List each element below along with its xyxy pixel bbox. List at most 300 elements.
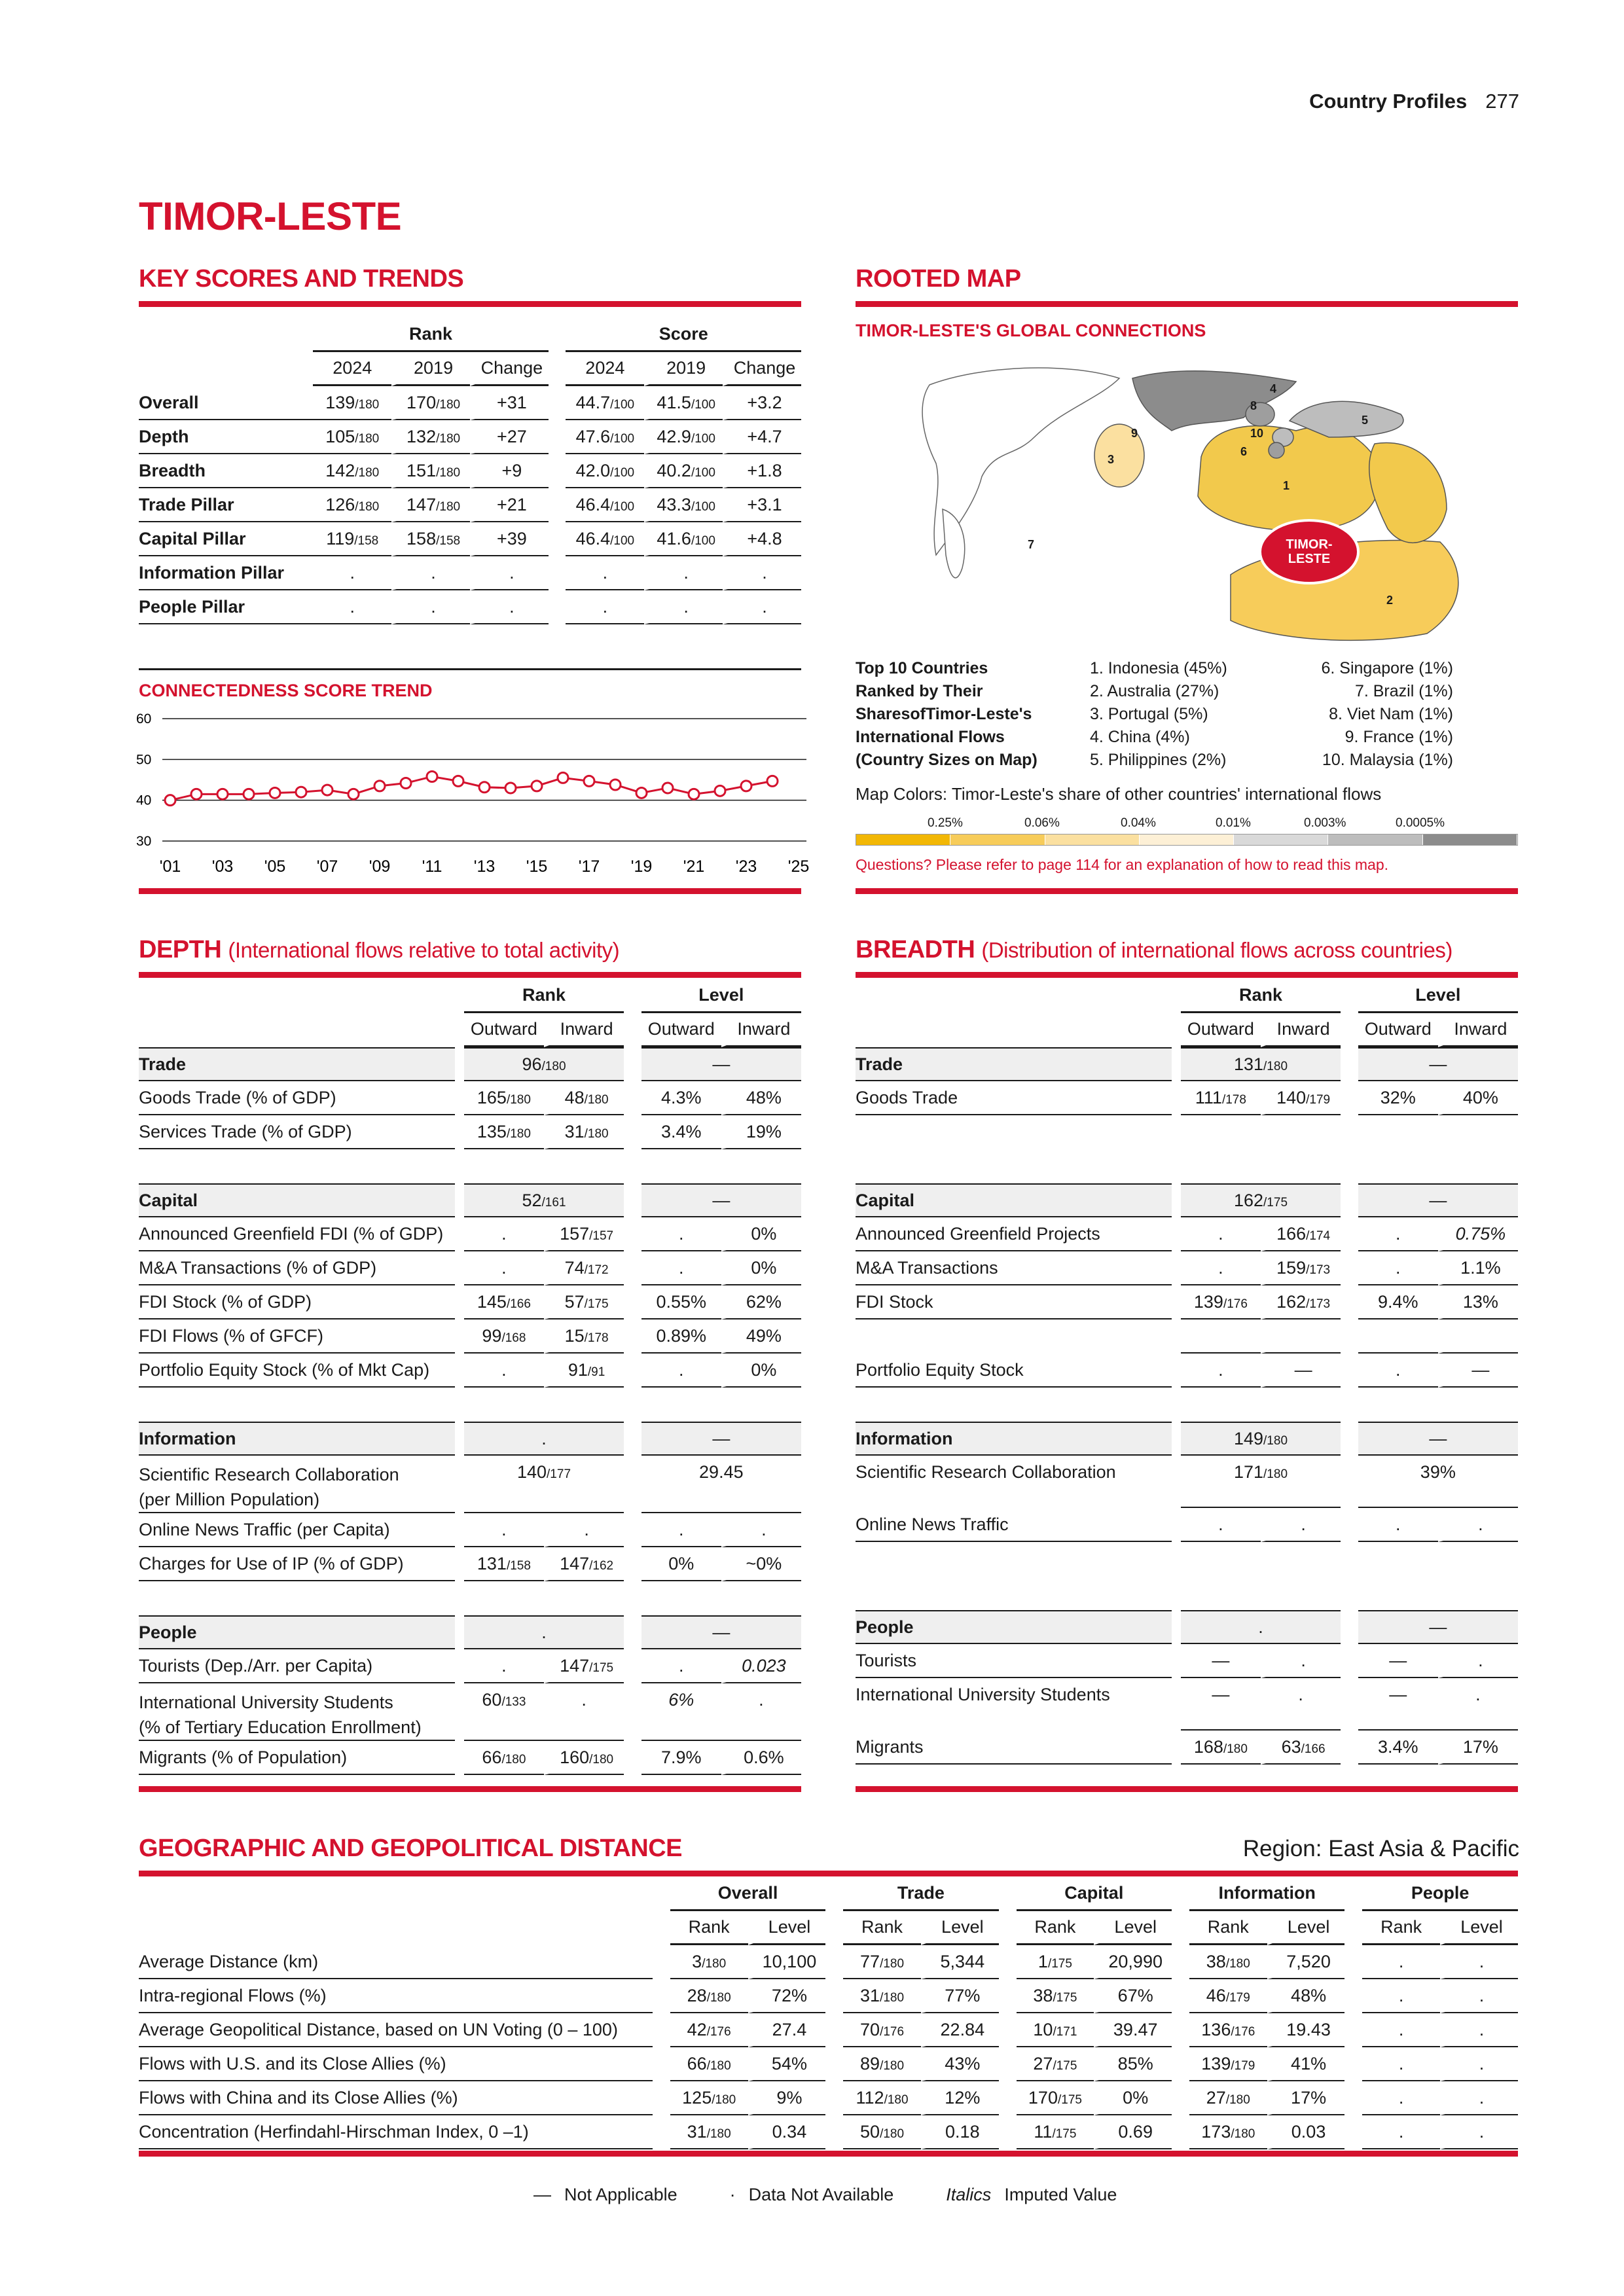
cell-denominator: /180 <box>706 1990 731 2005</box>
cell-value: . <box>1395 1359 1401 1380</box>
cell-value: Level <box>1415 985 1461 1005</box>
category-level <box>1358 1422 1518 1456</box>
cell-value: 41% <box>1291 2053 1327 2073</box>
rank-2024 <box>313 488 391 522</box>
top10-item: 4. China (4%) <box>1090 728 1190 746</box>
row-label <box>139 1319 455 1354</box>
cell-value: 1 <box>1038 1951 1048 1971</box>
cell-value: . <box>1301 1650 1306 1670</box>
cell-denominator: /100 <box>610 465 635 480</box>
trend-chart <box>131 707 810 884</box>
trend-point <box>767 776 778 786</box>
cell-denominator: /180 <box>436 499 461 514</box>
geo-cell <box>1440 2081 1518 2115</box>
cell-value: . <box>1258 1617 1263 1637</box>
trend-point <box>584 776 594 786</box>
cell-denominator: /180 <box>1231 2126 1255 2141</box>
cell-value: Intra-regional Flows (%) <box>139 1985 327 2005</box>
rank-outward <box>464 1285 544 1319</box>
cell-value: Capital <box>1064 1883 1124 1903</box>
level-outward <box>641 1081 721 1115</box>
score-change <box>723 420 801 454</box>
y-tick-label: 60 <box>136 711 152 726</box>
geo-group <box>1362 1877 1518 1911</box>
row-label <box>139 420 313 454</box>
geo-cell <box>1440 1945 1518 1979</box>
rank-2024 <box>313 420 391 454</box>
legend-dna: Data Not Available <box>748 2185 894 2204</box>
geo-cell <box>1017 2013 1094 2047</box>
scale-swatch <box>950 834 1045 845</box>
level-outward <box>1358 1731 1438 1765</box>
row-label <box>856 1354 1172 1388</box>
col-header <box>1362 1911 1440 1945</box>
geo-cell <box>1267 1979 1345 2013</box>
geo-cell <box>1440 2115 1518 2149</box>
category-level <box>1358 1610 1518 1644</box>
cell-value: 125 <box>682 2087 712 2108</box>
cell-value: 39% <box>1420 1462 1456 1482</box>
cell-value: Announced Greenfield Projects <box>856 1223 1100 1244</box>
cell-value: — <box>712 1054 731 1074</box>
rooted-map-title: ROOTED MAP <box>856 265 1021 293</box>
sci-level <box>1358 1456 1518 1508</box>
table-row <box>139 1319 801 1354</box>
cell-value: 43% <box>945 2053 981 2073</box>
level-outward <box>1358 1217 1438 1251</box>
trend-point <box>558 772 568 783</box>
x-tick-label: '07 <box>316 857 338 876</box>
cell-value: Trade Pillar <box>139 494 234 514</box>
cell-value: 52 <box>522 1190 542 1210</box>
top10-item: 9. France (1%) <box>1344 728 1453 746</box>
trend-point <box>217 789 228 799</box>
cell-denominator: /180 <box>501 1752 526 1767</box>
cell-value: . <box>1479 2019 1485 2039</box>
level-outward <box>641 1251 721 1285</box>
key-score-row <box>139 454 801 488</box>
row-label <box>856 1456 1172 1508</box>
cell-value: 13% <box>1462 1291 1498 1312</box>
key-scores-bar <box>139 301 801 307</box>
cell-value: . <box>1479 1985 1485 2005</box>
cell-denominator: /157 <box>589 1229 614 1243</box>
cell-value: 62% <box>746 1291 782 1312</box>
level-inward <box>721 1683 801 1741</box>
category-level <box>641 1615 801 1649</box>
trend-point <box>741 781 751 791</box>
geo-cell <box>748 2047 826 2081</box>
cell-denominator: /180 <box>355 465 380 480</box>
col-header <box>748 1911 826 1945</box>
cell-value: . <box>1395 1257 1401 1278</box>
rank-change <box>470 420 549 454</box>
map-number: 1 <box>1283 479 1290 492</box>
cell-value: 9.4% <box>1377 1291 1418 1312</box>
cell-value: Trade <box>897 1883 945 1903</box>
rank-inward <box>1261 1285 1341 1319</box>
cell-value: 151 <box>406 460 437 480</box>
cell-value: M&A Transactions (% of GDP) <box>139 1257 377 1278</box>
geo-cell <box>1094 2115 1172 2149</box>
cell-value: 27 <box>1033 2053 1053 2073</box>
top10-title-line: Ranked by Their <box>856 682 983 700</box>
col-header <box>464 1013 544 1047</box>
cell-value: — <box>712 1622 731 1642</box>
cell-value: Rank <box>1238 985 1283 1005</box>
trend-point <box>689 789 699 799</box>
table-row <box>139 1683 801 1741</box>
cell-value: . <box>1398 2121 1404 2142</box>
cell-denominator: /133 <box>501 1695 526 1709</box>
rank-outward <box>464 1354 544 1388</box>
rank-2019 <box>391 386 470 420</box>
cell-denominator: /173 <box>1306 1263 1331 1277</box>
category-level <box>641 1047 801 1081</box>
x-tick-label: '13 <box>473 857 496 876</box>
score-2024 <box>566 590 644 624</box>
row-label <box>139 488 313 522</box>
table-row <box>139 1945 1518 1979</box>
table-row <box>856 1644 1518 1678</box>
cell-value: 66 <box>482 1747 502 1767</box>
rank-inward <box>1261 1644 1341 1678</box>
map-colors-label: Map Colors: Timor-Leste's share of other countries' international flows <box>856 784 1382 804</box>
category-label <box>856 1183 1172 1217</box>
cell-value: — <box>1294 1359 1312 1380</box>
table-row <box>139 1741 801 1775</box>
level-outward <box>641 1285 721 1319</box>
map-number: 3 <box>1108 453 1115 466</box>
category-row <box>139 1047 801 1081</box>
cell-value: 72% <box>771 1985 807 2005</box>
geo-cell <box>1267 2115 1345 2149</box>
geo-cell <box>1267 1945 1345 1979</box>
table-row <box>139 1115 801 1149</box>
category-label <box>139 1615 455 1649</box>
cell-denominator: /180 <box>584 1126 609 1141</box>
geo-cell <box>1362 2013 1440 2047</box>
scale-swatch <box>1328 834 1422 845</box>
cell-value: . <box>501 1359 507 1380</box>
depth-subtitle: (International flows relative to total activity) <box>228 938 620 962</box>
category-label <box>139 1047 455 1081</box>
score-change <box>723 590 801 624</box>
rank-2024 <box>313 590 391 624</box>
row-label <box>139 1285 455 1319</box>
cell-value: 46 <box>1206 1985 1226 2005</box>
geo-cell <box>1440 2013 1518 2047</box>
cell-value: Level <box>1287 1917 1330 1937</box>
cell-value: 40.2 <box>657 460 691 480</box>
row-label <box>856 1285 1172 1319</box>
rank-group <box>1181 979 1341 1013</box>
rank-2019 <box>391 556 470 590</box>
level-inward <box>1438 1217 1518 1251</box>
category-level <box>641 1422 801 1456</box>
cell-value: FDI Flows (% of GFCF) <box>139 1325 323 1346</box>
map-number: 5 <box>1362 414 1369 427</box>
col-header <box>670 1911 748 1945</box>
cell-value: . <box>1398 1985 1404 2005</box>
trend-point <box>401 778 411 788</box>
geo-cell <box>1017 1979 1094 2013</box>
cell-value: 0.6% <box>744 1747 784 1767</box>
cell-value: 7,520 <box>1286 1951 1331 1971</box>
legend-imputed: Imputed Value <box>1004 2185 1117 2204</box>
col-header <box>1440 1911 1518 1945</box>
sci-rank <box>1181 1456 1341 1508</box>
category-label <box>139 1183 455 1217</box>
geo-cell <box>1189 2081 1267 2115</box>
cell-value: Level <box>1460 1917 1503 1937</box>
cell-value: . <box>1475 1685 1481 1704</box>
row-label <box>139 1354 455 1388</box>
rank-2024 <box>313 386 391 420</box>
table-row <box>856 1678 1518 1731</box>
cell-denominator: /178 <box>1221 1092 1246 1107</box>
cell-value: 10 <box>1033 2019 1053 2039</box>
table-row <box>139 1354 801 1388</box>
category-level <box>1358 1183 1518 1217</box>
col-header: Change <box>723 352 801 386</box>
cell-value: Rank <box>522 985 566 1005</box>
table-row <box>139 2081 1518 2115</box>
cell-value: 3 <box>692 1951 702 1971</box>
geo-cell <box>921 2081 999 2115</box>
cell-value: 85% <box>1117 2053 1153 2073</box>
cell-value: 96 <box>522 1054 542 1074</box>
cell-value: . <box>1398 2019 1404 2039</box>
table-row <box>856 1217 1518 1251</box>
cell-value: . <box>1479 2053 1485 2073</box>
geo-cell <box>1094 2013 1172 2047</box>
category-rank <box>464 1422 624 1456</box>
top10-title-line: SharesofTimor-Leste's <box>856 705 1032 723</box>
level-inward <box>1438 1731 1518 1765</box>
cell-value: 147 <box>560 1655 590 1676</box>
geo-cell <box>843 2081 921 2115</box>
row-label <box>139 1251 455 1285</box>
map-questions-note: Questions? Please refer to page 114 for an explanation of how to read this map. <box>856 856 1389 873</box>
cell-value: . <box>1395 1223 1401 1244</box>
level-outward <box>641 1115 721 1149</box>
cell-value: — <box>1389 1685 1407 1704</box>
legend-na: Not Applicable <box>564 2185 677 2204</box>
cell-value: . <box>1301 1514 1306 1534</box>
cell-value: . <box>1478 1514 1483 1534</box>
category-row <box>139 1183 801 1217</box>
cell-value: 149 <box>1233 1428 1264 1448</box>
trend-point <box>636 787 647 798</box>
rank-change <box>470 556 549 590</box>
top10-title-line: International Flows <box>856 728 1005 746</box>
map-number: 2 <box>1386 594 1394 607</box>
col-header <box>1438 1013 1518 1047</box>
cell-value: Breadth <box>139 460 206 480</box>
cell-value: . <box>581 1690 586 1710</box>
cell-value: 49% <box>746 1325 782 1346</box>
table-row <box>139 2013 1518 2047</box>
table-row <box>856 1456 1518 1508</box>
map-number: 7 <box>1028 538 1035 551</box>
col-header <box>1189 1911 1267 1945</box>
cell-value: Level <box>941 1917 984 1937</box>
level-outward <box>1358 1251 1438 1285</box>
cell-denominator: /180 <box>706 2126 731 2141</box>
rank-inward <box>544 1649 624 1683</box>
cell-denominator: /180 <box>884 2092 909 2107</box>
geo-cell <box>921 2115 999 2149</box>
level-inward <box>721 1319 801 1354</box>
rank-2019 <box>391 522 470 556</box>
row-label <box>139 1945 653 1979</box>
trend-point <box>374 781 385 791</box>
cell-value: 0.69 <box>1118 2121 1153 2142</box>
cell-denominator: /180 <box>1223 1742 1248 1756</box>
depth-bottom-bar <box>139 1786 801 1792</box>
cell-value: 0.75% <box>1455 1223 1506 1244</box>
level-inward <box>1438 1251 1518 1285</box>
cell-value: 67% <box>1117 1985 1153 2005</box>
cell-value: Goods Trade (% of GDP) <box>139 1087 336 1107</box>
cell-value: 135 <box>477 1121 507 1141</box>
cell-value: Scientific Research Collaboration <box>856 1462 1116 1482</box>
y-tick-label: 30 <box>136 834 152 849</box>
cell-value: . <box>759 1690 764 1710</box>
geo-cell <box>1362 2081 1440 2115</box>
cell-value: 147 <box>406 494 437 514</box>
cell-value: People <box>1411 1883 1470 1903</box>
cell-value: . <box>1395 1514 1401 1534</box>
cell-denominator: /180 <box>880 1956 905 1971</box>
cell-value: 111 <box>1195 1087 1222 1107</box>
top10-item: 1. Indonesia (45%) <box>1090 659 1227 677</box>
cell-denominator: /180 <box>880 2126 905 2141</box>
cell-value: . <box>501 1223 507 1244</box>
cell-value: 63 <box>1281 1736 1301 1757</box>
page-header <box>1309 90 1519 113</box>
cell-value: . <box>584 1519 589 1539</box>
geo-group <box>1189 1877 1345 1911</box>
cell-value: 12% <box>945 2087 981 2108</box>
category-rank <box>464 1183 624 1217</box>
cell-value: 3.4% <box>660 1121 702 1141</box>
cell-denominator: /158 <box>506 1558 531 1573</box>
row-label <box>139 454 313 488</box>
cell-value: Rank <box>688 1917 730 1937</box>
cell-value: . <box>602 596 608 617</box>
cell-value: 43.3 <box>657 494 691 514</box>
cell-value: . <box>1218 1257 1223 1278</box>
col-header <box>843 1911 921 1945</box>
category-row <box>856 1183 1518 1217</box>
cell-value: 6% <box>668 1690 695 1710</box>
cell-value: +4.7 <box>747 426 782 446</box>
row-label <box>139 1979 653 2013</box>
cell-value: 0.89% <box>656 1325 706 1346</box>
category-rank <box>464 1615 624 1649</box>
depth-bar <box>139 972 801 978</box>
cell-value: . <box>1478 1650 1483 1670</box>
geo-cell <box>670 2115 748 2149</box>
cell-value: . <box>1398 2087 1404 2108</box>
row-label <box>856 1251 1172 1285</box>
cell-value: — <box>712 1428 731 1448</box>
col-header <box>641 1013 721 1047</box>
cell-value: People Pillar <box>139 596 245 617</box>
cell-value: Overall <box>717 1883 778 1903</box>
rank-outward <box>464 1081 544 1115</box>
cell-denominator: /158 <box>436 533 461 548</box>
top10-item: 2. Australia (27%) <box>1090 682 1219 700</box>
cell-value: . <box>678 1257 684 1278</box>
cell-denominator: /180 <box>584 1092 609 1107</box>
row-label <box>139 1456 455 1513</box>
cell-value: Information Pillar <box>139 562 285 583</box>
cell-value: 140 <box>516 1462 547 1482</box>
cell-denominator: /91 <box>587 1365 605 1379</box>
cell-value: FDI Stock (% of GDP) <box>139 1291 312 1312</box>
rank-2024 <box>313 522 391 556</box>
cell-value: Average Distance (km) <box>139 1951 319 1971</box>
east-asia-shape <box>1369 442 1447 543</box>
cell-value: Inward <box>1276 1019 1330 1039</box>
rank-outward <box>464 1649 544 1683</box>
top10-list-right <box>1303 657 1453 772</box>
geo-group <box>843 1877 999 1911</box>
rank-outward <box>1181 1731 1261 1765</box>
cell-value: 46.4 <box>575 528 611 548</box>
rank-outward <box>1181 1217 1261 1251</box>
level-outward <box>641 1649 721 1683</box>
geo-cell <box>843 2115 921 2149</box>
top10-item: 7. Brazil (1%) <box>1354 682 1453 700</box>
cell-value: 17% <box>1291 2087 1327 2108</box>
level-outward <box>1358 1354 1438 1388</box>
category-rank <box>1181 1610 1341 1644</box>
rank-change <box>470 522 549 556</box>
trend-point <box>244 789 254 799</box>
key-scores-title: KEY SCORES AND TRENDS <box>139 265 464 293</box>
key-score-row <box>139 488 801 522</box>
cell-value: 0.023 <box>742 1655 786 1676</box>
table-row <box>139 1979 1518 2013</box>
cell-value: . <box>1218 1514 1223 1534</box>
x-tick-label: '17 <box>578 857 600 876</box>
cell-denominator: /180 <box>436 465 461 480</box>
rank-group: Rank <box>313 318 548 352</box>
rank-inward <box>544 1683 624 1741</box>
cell-denominator: /176 <box>880 2024 905 2039</box>
rank-inward <box>1261 1508 1341 1542</box>
cell-value: 9% <box>776 2087 803 2108</box>
cell-value: 168 <box>1193 1736 1223 1757</box>
trend-title: CONNECTEDNESS SCORE TREND <box>139 681 433 700</box>
cell-value: 31 <box>687 2121 707 2142</box>
cell-value: 27.4 <box>772 2019 807 2039</box>
rank-inward <box>544 1115 624 1149</box>
geo-cell <box>670 2013 748 2047</box>
key-score-row <box>139 420 801 454</box>
cell-value: . <box>1298 1685 1303 1704</box>
breadth-title <box>856 936 1453 964</box>
cell-denominator: /176 <box>706 2024 731 2039</box>
rank-inward <box>1261 1081 1341 1115</box>
geo-table <box>139 1877 1518 2149</box>
cell-denominator: /180 <box>355 431 380 446</box>
geo-group <box>670 1877 826 1911</box>
